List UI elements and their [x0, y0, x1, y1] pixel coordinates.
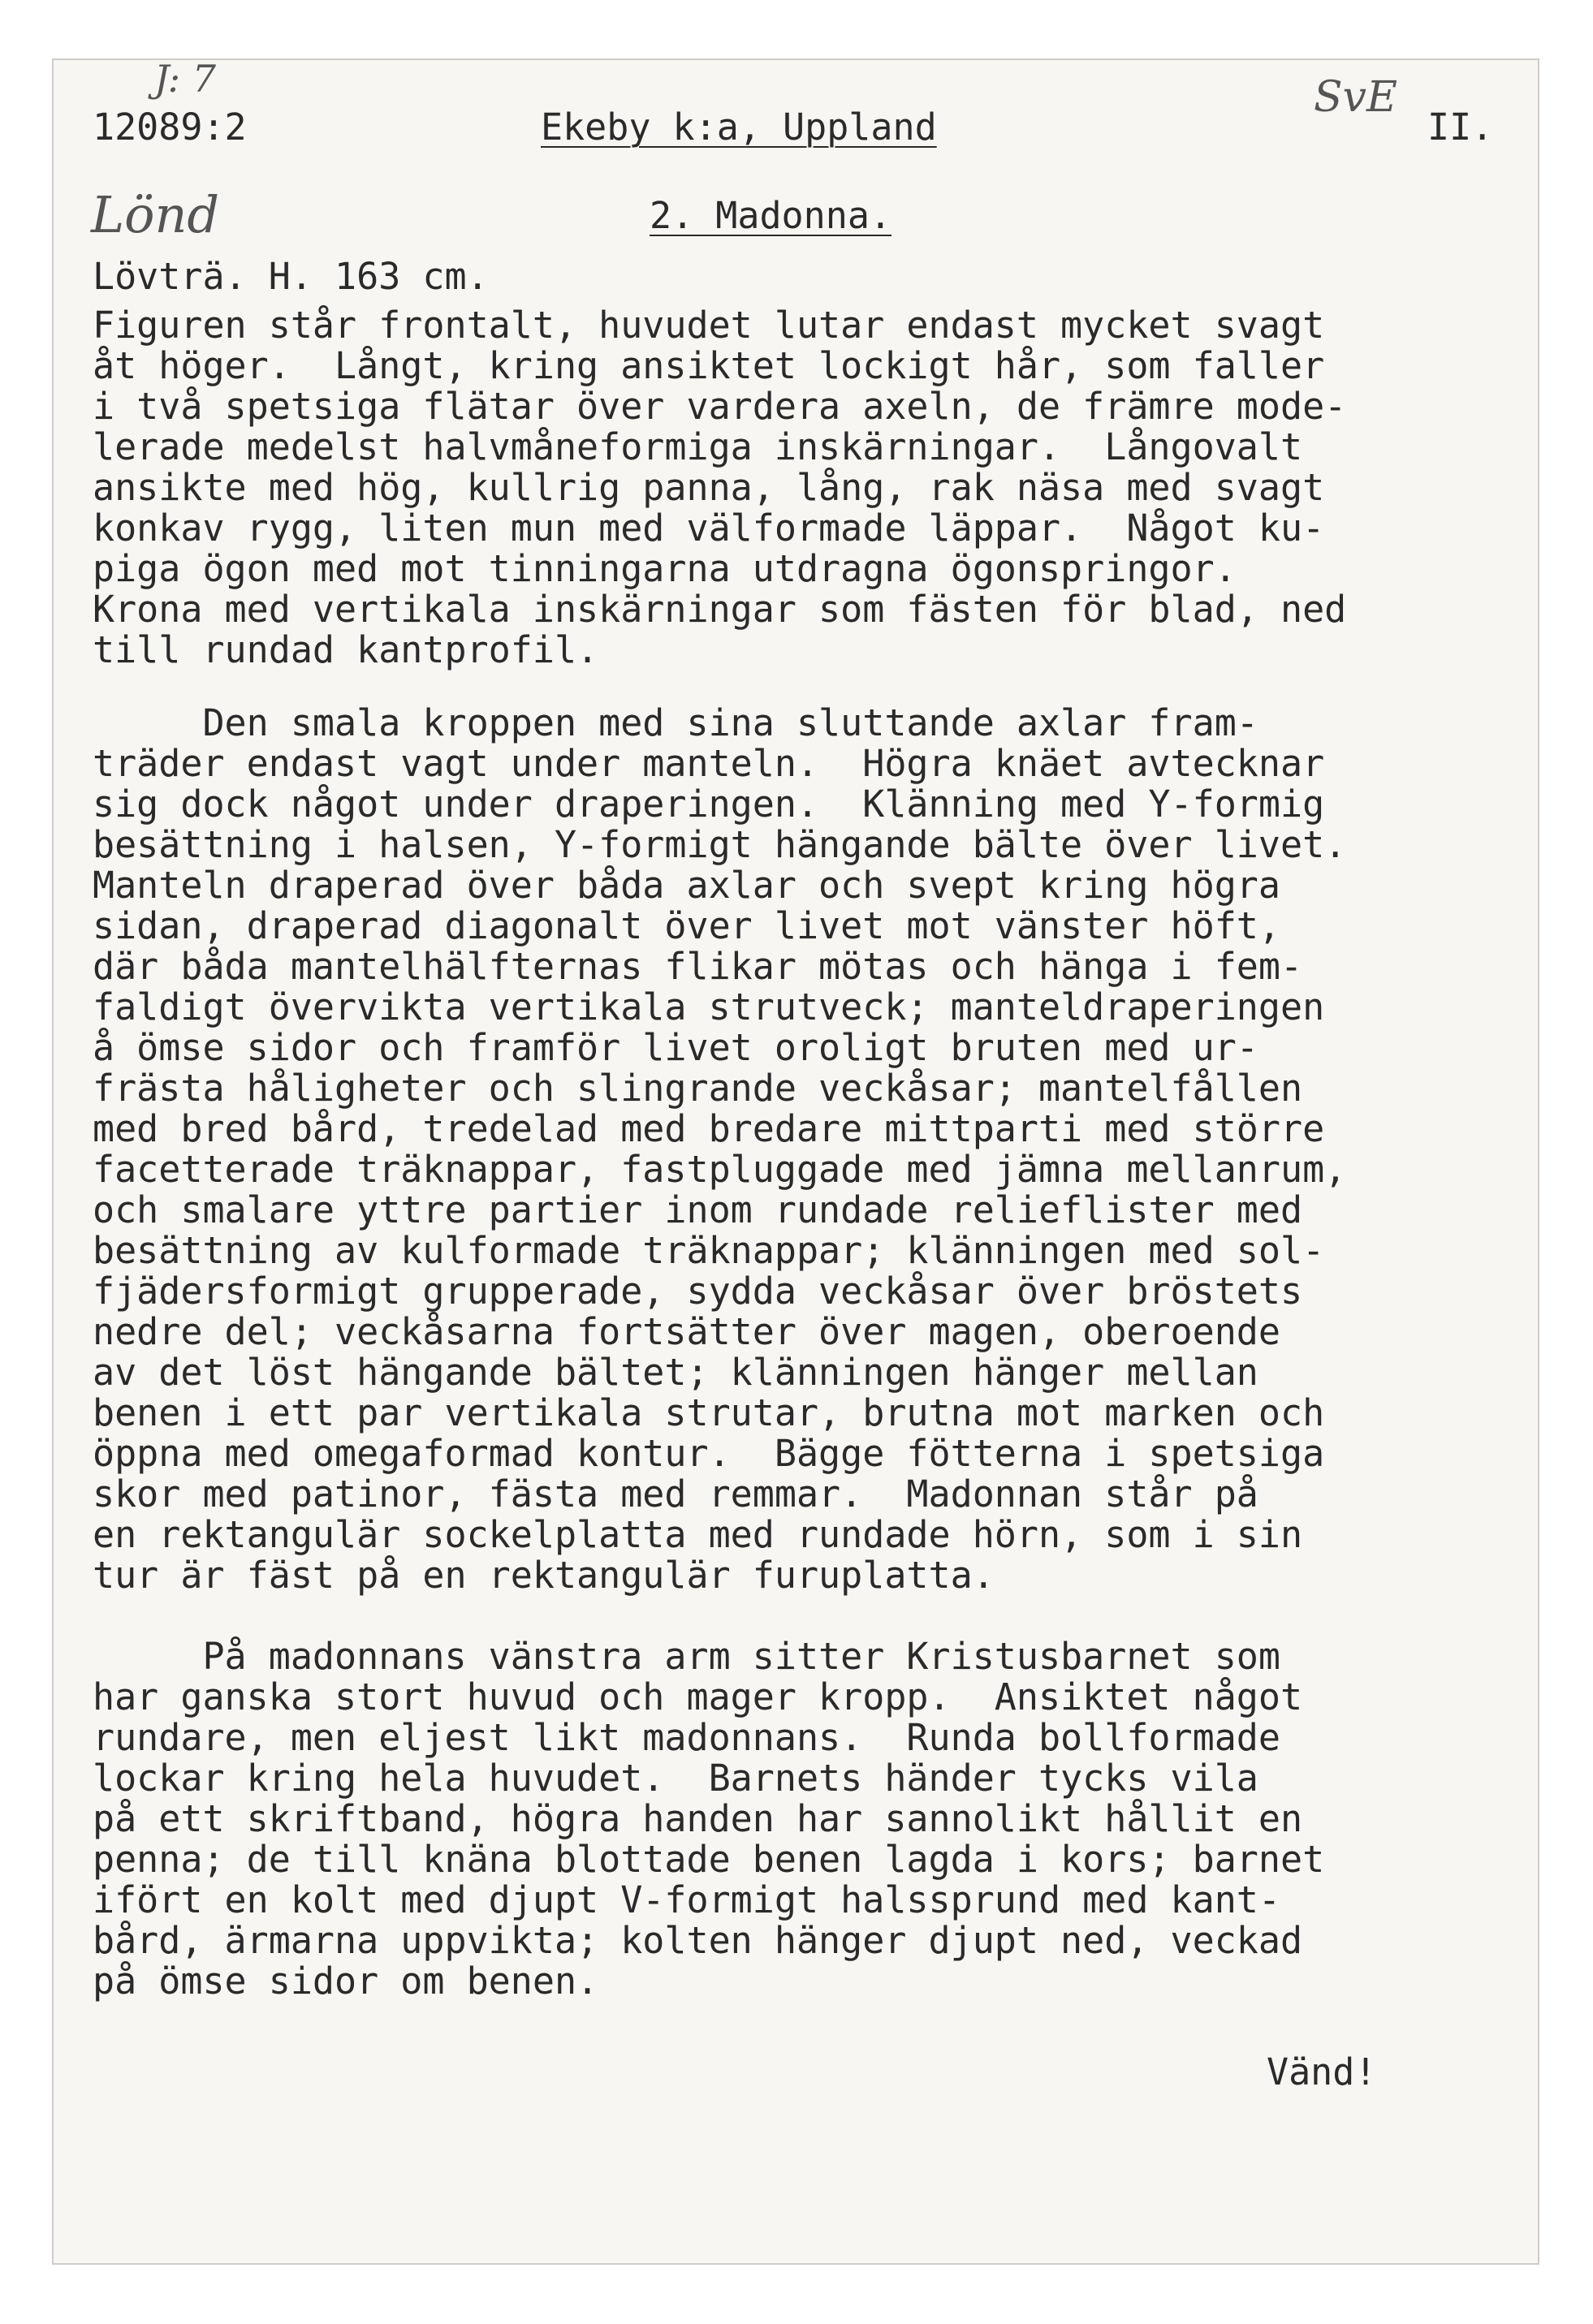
text-line: lerade medelst halvmåneformiga inskärningar. Långovalt [93, 425, 1303, 468]
text-line: har ganska stort huvud och mager kropp. Ansiktet något [93, 1675, 1303, 1718]
text-line: piga ögon med mot tinningarna utdragna ögonspringor. [93, 547, 1237, 590]
text-line: på ett skriftband, högra handen har sannolikt hållit en [93, 1797, 1303, 1840]
paragraph-2 [93, 703, 1346, 1596]
text-line: tur är fäst på en rektangulär furuplatta. [93, 1554, 995, 1597]
text-line: På madonnans vänstra arm sitter Kristusbarnet som [93, 1635, 1280, 1678]
text-line: Figuren står frontalt, huvudet lutar endast mycket svagt [93, 304, 1325, 347]
text-line: åt höger. Långt, kring ansiktet lockigt hår, som faller [93, 344, 1325, 387]
text-line: där båda mantelhälfternas flikar mötas och hänga i fem- [93, 945, 1303, 988]
text-line: benen i ett par vertikala strutar, brutna mot marken och [93, 1391, 1325, 1434]
text-line: ansikte med hög, kullrig panna, lång, rak näsa med svagt [93, 466, 1325, 509]
text-line: rundare, men eljest likt madonnans. Runda bollformade [93, 1716, 1280, 1759]
text-line: på ömse sidor om benen. [93, 1960, 599, 2003]
text-line: konkav rygg, liten mun med välformade läppar. Något ku- [93, 507, 1325, 550]
text-line: Krona med vertikala inskärningar som fästen för blad, ned [93, 588, 1347, 631]
text-line: nedre del; veckåsarna fortsätter över magen, oberoende [93, 1310, 1280, 1353]
document-title: 2. Madonna. [650, 194, 892, 237]
text-line: öppna med omegaformad kontur. Bägge fötterna i spetsiga [93, 1432, 1325, 1475]
text-line: i två spetsiga flätar över vardera axeln, de främre mode- [93, 385, 1347, 428]
text-line: sidan, draperad diagonalt över livet mot vänster höft, [93, 904, 1280, 947]
text-line: frästa håligheter och slingrande veckåsar; mantelfållen [93, 1067, 1303, 1110]
text-line: lockar kring hela huvudet. Barnets händer tycks vila [93, 1757, 1258, 1800]
text-line: bård, ärmarna uppvikta; kolten hänger djupt ned, veckad [93, 1919, 1303, 1962]
text-line: sig dock något under draperingen. Klänning med Y-formig [93, 783, 1325, 826]
text-line: och smalare yttre partier inom rundade relieflister med [93, 1188, 1303, 1231]
text-line: penna; de till knäna blottade benen lagda i kors; barnet [93, 1838, 1325, 1881]
text-line: Manteln draperad över båda axlar och svept kring högra [93, 864, 1280, 907]
text-line: skor med patinor, fästa med remmar. Madonnan står på [93, 1472, 1258, 1516]
location-heading: Ekeby k:a, Uppland [541, 106, 937, 149]
handwritten-mark: J: 7 [154, 57, 216, 101]
text-line: besättning av kulformade träknappar; klänningen med sol- [93, 1229, 1325, 1272]
catalog-number: 12089:2 [93, 106, 247, 149]
text-line: till rundad kantprofil. [93, 628, 599, 671]
material-line: Lövträ. H. 163 cm. [93, 255, 489, 298]
text-line: Den smala kroppen med sina sluttande axlar fram- [93, 701, 1258, 744]
text-line: facetterade träknappar, fastpluggade med jämna mellanrum, [93, 1148, 1347, 1191]
turn-page-note: Vänd! [1267, 2050, 1377, 2093]
text-line: ifört en kolt med djupt V-formigt halssprund med kant- [93, 1878, 1280, 1921]
text-line: faldigt övervikta vertikala strutveck; manteldraperingen [93, 985, 1325, 1028]
paragraph-1 [93, 305, 1346, 670]
text-line: med bred bård, tredelad med bredare mittparti med större [93, 1107, 1325, 1150]
paragraph-3 [93, 1636, 1324, 2002]
text-line: av det löst hängande bältet; klänningen hänger mellan [93, 1351, 1258, 1394]
handwritten-initials: SvE [1314, 73, 1397, 122]
page-number: II. [1427, 106, 1494, 149]
text-line: besättning i halsen, Y-formigt hängande bälte över livet. [93, 823, 1347, 866]
text-line: fjädersformigt grupperade, sydda veckåsar över bröstets [93, 1270, 1303, 1313]
text-line: å ömse sidor och framför livet oroligt bruten med ur- [93, 1026, 1258, 1069]
text-line: en rektangulär sockelplatta med rundade hörn, som i sin [93, 1513, 1303, 1556]
handwritten-signature: Lönd [91, 185, 220, 244]
text-line: träder endast vagt under manteln. Högra knäet avtecknar [93, 742, 1325, 785]
